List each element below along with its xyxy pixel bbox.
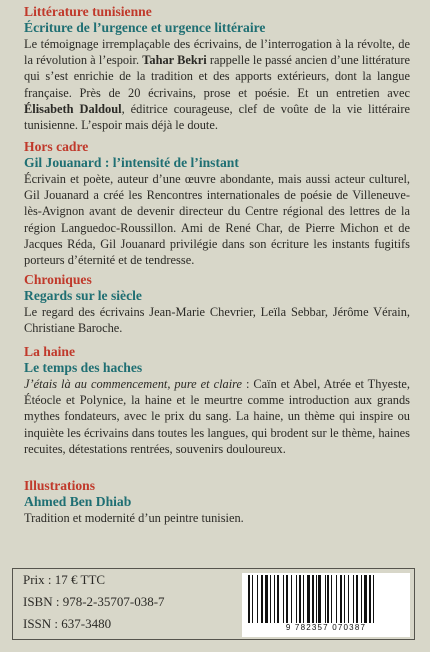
section-litterature-tunisienne xyxy=(24,4,410,133)
barcode-bar xyxy=(336,575,337,623)
barcode-bar xyxy=(283,575,284,623)
section-heading: Chroniques xyxy=(24,272,92,287)
section-heading: La haine xyxy=(24,344,75,359)
section-body xyxy=(24,510,410,526)
barcode-bar xyxy=(369,575,371,623)
barcode-bar xyxy=(344,575,345,623)
section-chroniques xyxy=(24,272,410,336)
barcode-bar xyxy=(353,575,354,623)
barcode-bar xyxy=(348,575,349,623)
body-run: rappelle le passé ancien d’une littérature qui s’est enrichie de la tradition et des apports extérieurs, dont la langue française. Près de 20 écrivains, prose et poésie. Et un entretien avec xyxy=(24,53,410,100)
section-la-haine xyxy=(24,344,410,457)
barcode-bars xyxy=(248,575,406,623)
body-run: Le témoignage irremplaçable des écrivains, de l’interrogation à la révolte, de la révolution à l’espoir. xyxy=(24,37,410,68)
barcode-bar xyxy=(303,575,304,623)
body-run: Le regard des écrivains Jean-Marie Chevrier, Leïla Sebbar, Jérôme Vérain, Christiane Baroche. xyxy=(24,305,410,336)
section-subheading: Gil Jouanard : l’intensité de l’instant xyxy=(24,155,239,170)
isbn-text: ISBN : 978-2-35707-038-7 xyxy=(23,594,165,609)
barcode-bar xyxy=(299,575,301,623)
barcode-bar xyxy=(327,575,329,623)
barcode-bar xyxy=(270,575,271,623)
barcode-bar xyxy=(312,575,314,623)
barcode-bar xyxy=(331,575,332,623)
barcode-bar xyxy=(325,575,326,623)
barcode-bar xyxy=(248,575,250,623)
section-heading: Illustrations xyxy=(24,478,96,493)
barcode-bar xyxy=(340,575,342,623)
body-run: Élisabeth Daldoul xyxy=(24,101,122,116)
section-body xyxy=(24,376,410,457)
barcode-bar xyxy=(257,575,258,623)
barcode-bar xyxy=(265,575,268,623)
barcode-number: 9 782357 070387 xyxy=(285,623,367,632)
publication-info-box xyxy=(12,568,415,640)
section-illustrations xyxy=(24,478,410,526)
barcode-bar xyxy=(356,575,358,623)
barcode-bar xyxy=(373,575,374,623)
price-text: Prix : 17 € TTC xyxy=(23,572,106,587)
body-run: , éditrice courageuse, clef de voûte de la vie littéraire tunisienne. L’espoir mais déjà le doute. xyxy=(24,101,410,133)
barcode xyxy=(242,573,410,637)
section-hors-cadre xyxy=(24,139,410,268)
barcode-bar xyxy=(307,575,310,623)
body-run: Tahar Bekri xyxy=(142,53,207,68)
body-run: J’étais là au commencement, pure et claire xyxy=(24,377,243,391)
section-body xyxy=(24,304,410,336)
barcode-bar xyxy=(318,575,321,623)
section-subheading: Écriture de l’urgence et urgence littéraire xyxy=(24,20,266,35)
barcode-bar xyxy=(286,575,288,623)
section-body xyxy=(24,171,410,268)
body-run: Écrivain et poète, auteur d’une œuvre abondante, mais aussi acteur culturel, Gil Jouanard a créé les Rencontres internationales de poésie de Villeneuve-lès-Avignon avant de devenir directeur du Centre régional des lettres de la région Languedoc-Roussillon. Ami de René Char, de Pierre Michon et de Jacques Réda, Gil Jouanard privilégie dans son écriture les instants fugitifs porteurs d’éternité et de tendresse. xyxy=(24,172,410,268)
barcode-bar xyxy=(261,575,263,623)
body-run: : Caïn et Abel, Atrée et Thyeste, Étéocle et Polynice, la haine et le meurtre comme introduction aux grands mythes fondateurs, avec le prix du sang. La haine, un thème qui inspire ou inquiète les écrivains dans toutes les langues, qui brodent sur le thème, haines recuites, détestations rentrées, souvenirs douloureux. xyxy=(24,377,410,456)
barcode-bar xyxy=(274,575,275,623)
barcode-bar xyxy=(316,575,317,623)
body-run: Tradition et modernité d’un peintre tunisien. xyxy=(24,511,244,525)
barcode-bar xyxy=(277,575,279,623)
barcode-bar xyxy=(296,575,297,623)
section-subheading: Ahmed Ben Dhiab xyxy=(24,494,132,509)
section-subheading: Regards sur le siècle xyxy=(24,288,142,303)
barcode-bar xyxy=(291,575,292,623)
section-body xyxy=(24,36,410,133)
section-subheading: Le temps des haches xyxy=(24,360,143,375)
issn-text: ISSN : 637-3480 xyxy=(23,616,112,631)
barcode-bar xyxy=(252,575,253,623)
section-heading: Hors cadre xyxy=(24,139,89,154)
barcode-bar xyxy=(364,575,367,623)
section-heading: Littérature tunisienne xyxy=(24,4,152,19)
barcode-bar xyxy=(361,575,362,623)
